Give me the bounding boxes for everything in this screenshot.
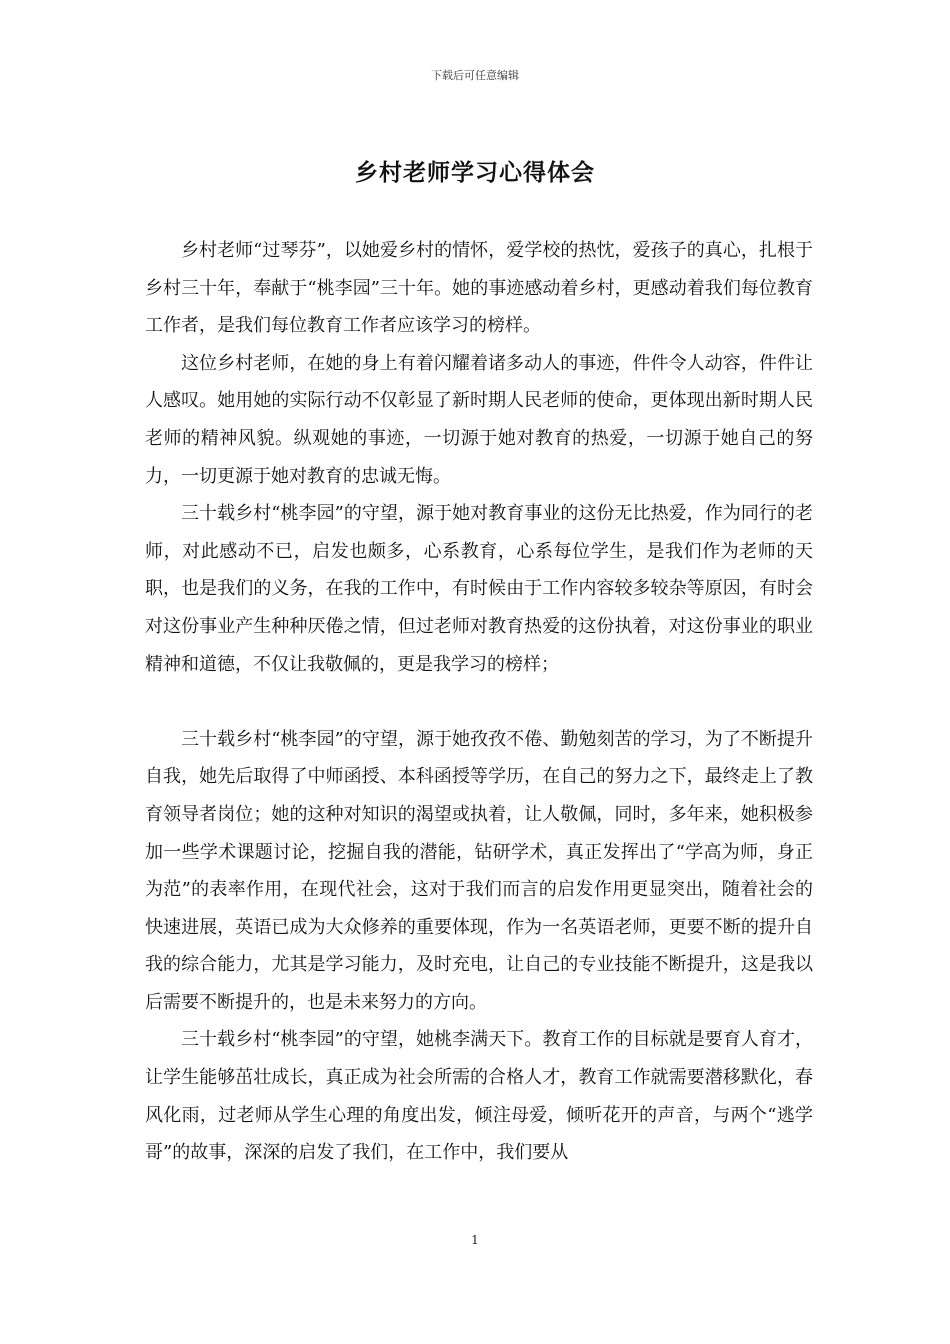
paragraph-4: 三十载乡村“桃李园”的守望，源于她孜孜不倦、勤勉刻苦的学习，为了不断提升自我，她先后取得了中师函授、本科函授等学历，在自己的努力之下，最终走上了教育领导者岗位；她的这种对知识的渴望或执着，让人敬佩，同时，多年来，她积极参加一些学术课题讨论，挖掘自我的潜能，钻研学术，真正发挥出了“学高为师，身正为范”的表率作用，在现代社会，这对于我们而言的启发作用更显突出，随着社会的快速进展，英语已成为大众修养的重要体现，作为一名英语老师，更要不断的提升自我的综合能力，尤其是学习能力，及时充电，让自己的专业技能不断提升，这是我以后需要不断提升的，也是未来努力的方向。 xyxy=(145,728,813,1013)
document-title: 乡村老师学习心得体会 xyxy=(355,159,595,186)
paragraph-3: 三十载乡村“桃李园”的守望，源于她对教育事业的这份无比热爱，作为同行的老师，对此感动不已，启发也颇多，心系教育，心系每位学生，是我们作为老师的天职，也是我们的义务，在我的工作中，有时候由于工作内容较多较杂等原因，有时会对这份事业产生种种厌倦之情，但过老师对教育热爱的这份执着，对这份事业的职业精神和道德，不仅让我敬佩的，更是我学习的榜样； xyxy=(145,503,813,675)
paragraph-5: 三十载乡村“桃李园”的守望，她桃李满天下。教育工作的目标就是要育人育才，让学生能够茁壮成长，真正成为社会所需的合格人才，教育工作就需要潜移默化，春风化雨，过老师从学生心理的角度出发，倾注母爱，倾听花开的声音，与两个“逃学哥”的故事，深深的启发了我们，在工作中，我们要从 xyxy=(145,1029,813,1164)
blank-line xyxy=(145,683,813,721)
paragraph-2: 这位乡村老师，在她的身上有着闪耀着诸多动人的事迹，件件令人动容，件件让人感叹。她用她的实际行动不仅彰显了新时期人民老师的使命，更体现出新时期人民老师的精神风貌。纵观她的事迹，一切源于她对教育的热爱，一切源于她自己的努力，一切更源于她对教育的忠诚无悔。 xyxy=(145,352,813,487)
header-note: 下载后可任意编辑 xyxy=(431,69,519,82)
document-body xyxy=(145,232,813,1172)
page-number: 1 xyxy=(471,1233,479,1247)
paragraph-1: 乡村老师“过琴芬”，以她爱乡村的情怀，爱学校的热忱，爱孩子的真心，扎根于乡村三十年，奉献于“桃李园”三十年。她的事迹感动着乡村，更感动着我们每位教育工作者，是我们每位教育工作者应该学习的榜样。 xyxy=(145,240,813,337)
